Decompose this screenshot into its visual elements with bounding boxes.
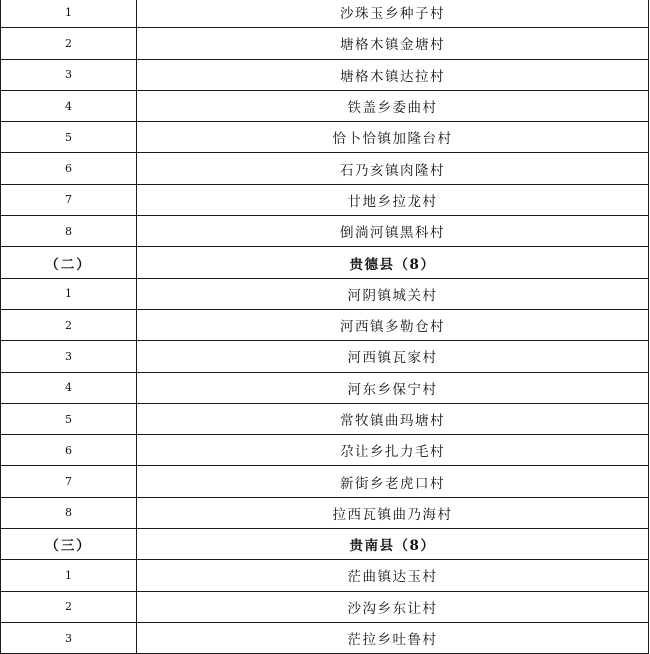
table-row xyxy=(1,59,649,90)
county-name: 贵德县（8） xyxy=(137,247,649,278)
table-row xyxy=(1,0,649,28)
row-number: 1 xyxy=(1,0,137,28)
table-row xyxy=(1,591,649,622)
table-row xyxy=(1,497,649,528)
table-row xyxy=(1,278,649,309)
county-index: （三） xyxy=(1,529,137,560)
village-name: 河西镇多勒仓村 xyxy=(137,309,649,340)
row-number: 1 xyxy=(1,560,137,591)
village-name: 廿地乡拉龙村 xyxy=(137,184,649,215)
table-row xyxy=(1,309,649,340)
table-row xyxy=(1,28,649,59)
village-list-body xyxy=(1,0,649,654)
village-name: 铁盖乡委曲村 xyxy=(137,90,649,121)
village-name: 常牧镇曲玛塘村 xyxy=(137,403,649,434)
village-name: 新街乡老虎口村 xyxy=(137,466,649,497)
row-number: 4 xyxy=(1,90,137,121)
row-number: 4 xyxy=(1,372,137,403)
village-name: 尕让乡扎力毛村 xyxy=(137,435,649,466)
village-name: 茫拉乡吐鲁村 xyxy=(137,622,649,653)
row-number: 2 xyxy=(1,309,137,340)
table-row xyxy=(1,153,649,184)
village-name: 河西镇瓦家村 xyxy=(137,341,649,372)
village-name: 恰卜恰镇加隆台村 xyxy=(137,122,649,153)
village-name: 河东乡保宁村 xyxy=(137,372,649,403)
table-row xyxy=(1,622,649,653)
county-header-row xyxy=(1,247,649,278)
table-row xyxy=(1,560,649,591)
row-number: 8 xyxy=(1,216,137,247)
village-name: 倒淌河镇黑科村 xyxy=(137,216,649,247)
village-name: 塘格木镇金塘村 xyxy=(137,28,649,59)
row-number: 1 xyxy=(1,278,137,309)
village-name: 沙沟乡东让村 xyxy=(137,591,649,622)
village-name: 塘格木镇达拉村 xyxy=(137,59,649,90)
row-number: 8 xyxy=(1,497,137,528)
row-number: 3 xyxy=(1,59,137,90)
village-name: 沙珠玉乡种子村 xyxy=(137,0,649,28)
row-number: 6 xyxy=(1,153,137,184)
county-name: 贵南县（8） xyxy=(137,529,649,560)
row-number: 7 xyxy=(1,466,137,497)
row-number: 5 xyxy=(1,403,137,434)
row-number: 2 xyxy=(1,28,137,59)
table-row xyxy=(1,403,649,434)
table-row xyxy=(1,184,649,215)
table-row xyxy=(1,341,649,372)
row-number: 5 xyxy=(1,122,137,153)
table-row xyxy=(1,90,649,121)
row-number: 7 xyxy=(1,184,137,215)
row-number: 3 xyxy=(1,341,137,372)
table-row xyxy=(1,466,649,497)
table-row xyxy=(1,435,649,466)
village-name: 拉西瓦镇曲乃海村 xyxy=(137,497,649,528)
row-number: 6 xyxy=(1,435,137,466)
county-header-row xyxy=(1,529,649,560)
village-name: 茫曲镇达玉村 xyxy=(137,560,649,591)
row-number: 3 xyxy=(1,622,137,653)
county-index: （二） xyxy=(1,247,137,278)
table-row xyxy=(1,122,649,153)
table-row xyxy=(1,216,649,247)
table-row xyxy=(1,372,649,403)
village-name: 石乃亥镇肉隆村 xyxy=(137,153,649,184)
village-name: 河阴镇城关村 xyxy=(137,278,649,309)
row-number: 2 xyxy=(1,591,137,622)
